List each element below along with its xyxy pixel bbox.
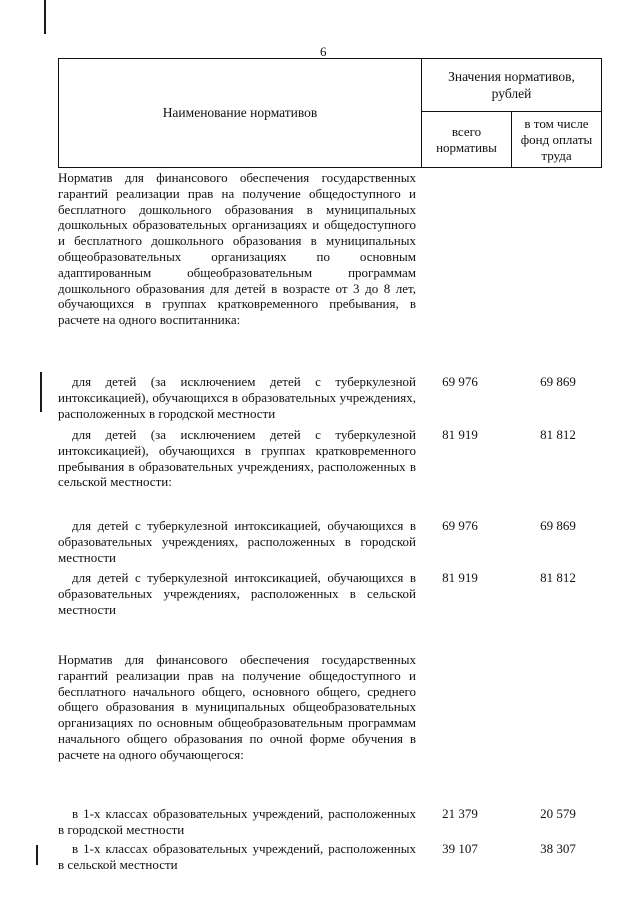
header-fund-cell: [512, 112, 602, 168]
row-label: в 1-х классах образовательных учреждений, расположенных в городской местности: [58, 806, 416, 837]
header-name-cell: [59, 59, 422, 168]
row-label: для детей с туберкулезной интоксикацией, обучающихся в образовательных учреждениях, расположенных в сельской местности: [58, 570, 416, 617]
header-values-cell: [422, 59, 602, 112]
header-values-line1: Значения нормативов,: [448, 69, 575, 84]
header-name-label: Наименование нормативов: [162, 105, 318, 121]
page-number: 6: [320, 44, 327, 59]
table-row: [58, 518, 602, 565]
section-general-education-heading: Норматив для финансового обеспечения государственных гарантий реализации прав на получение общедоступного и бесплатного начального общего, основного общего, среднего общего образования в муниципальных общеобразовательных организациях по основным общеобразовательным программам начального общего образования по очной форме обучения в расчете на одного обучающегося:: [58, 652, 416, 762]
scan-edge-mark: [40, 372, 42, 412]
header-fund-line3: труда: [541, 147, 572, 163]
row-label: для детей (за исключением детей с туберкулезной интоксикацией), обучающихся в группах кратковременного пребывания в образовательных учреждениях, расположенных в сельской местности:: [58, 427, 416, 490]
header-values-line2: рублей: [491, 86, 532, 101]
row-fund-value: 69 869: [540, 374, 576, 389]
scan-edge-mark: [36, 845, 38, 865]
header-fund-line2: фонд оплаты: [520, 131, 593, 147]
row-total-value: 39 107: [442, 841, 478, 856]
header-total-cell: [422, 112, 512, 168]
row-fund-value: 38 307: [540, 841, 576, 856]
row-fund-value: 69 869: [540, 518, 576, 533]
row-label: для детей (за исключением детей с туберкулезной интоксикацией), обучающихся в образовательных учреждениях, расположенных в городской местности: [58, 374, 416, 421]
section-preschool-heading: Норматив для финансового обеспечения государственных гарантий реализации прав на получение общедоступного и бесплатного дошкольного образования в муниципальных дошкольных образовательных организациях и общедоступного и бесплатного дошкольного образования в муниципальных общеобразовательных организациях по основным адаптированным общеобразовательным программам дошкольного образования для детей в возрасте от 3 до 8 лет, обучающихся в группах кратковременного пребывания, в расчете на одного воспитанника:: [58, 170, 416, 328]
table-row: [58, 806, 602, 838]
table-row: [58, 570, 602, 617]
scan-edge-mark: [44, 0, 46, 34]
row-total-value: 69 976: [442, 374, 478, 389]
row-fund-value: 81 812: [540, 570, 576, 585]
row-fund-value: 81 812: [540, 427, 576, 442]
row-total-value: 21 379: [442, 806, 478, 821]
header-fund-line1: в том числе: [524, 115, 589, 131]
row-total-value: 81 919: [442, 570, 478, 585]
row-label: для детей с туберкулезной интоксикацией, обучающихся в образовательных учреждениях, расположенных в городской местности: [58, 518, 416, 565]
header-table: [58, 58, 602, 168]
row-total-value: 69 976: [442, 518, 478, 533]
row-fund-value: 20 579: [540, 806, 576, 821]
header-total-line1: всего: [451, 123, 482, 139]
table-row: [58, 374, 602, 421]
table-row: [58, 427, 602, 490]
header-total-line2: нормативы: [436, 139, 497, 155]
table-row: [58, 841, 602, 873]
row-label: в 1-х классах образовательных учреждений, расположенных в сельской местности: [58, 841, 416, 872]
row-total-value: 81 919: [442, 427, 478, 442]
